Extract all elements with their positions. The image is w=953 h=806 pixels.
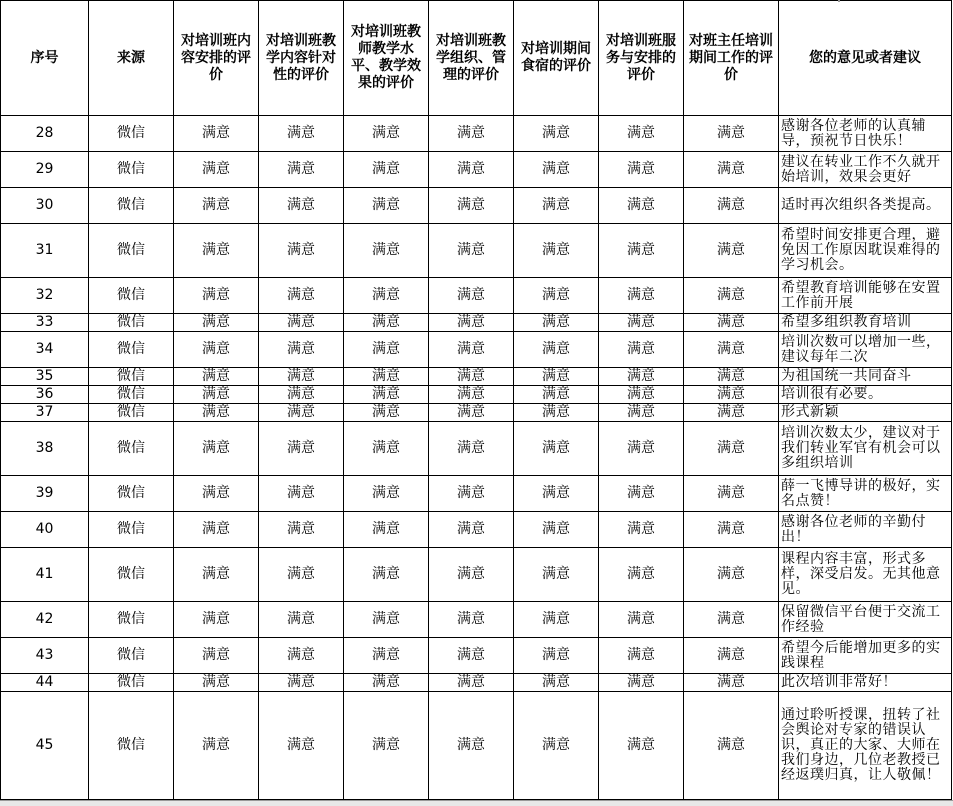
rating-cell[interactable]: 满意 <box>259 368 344 386</box>
rating-cell[interactable]: 满意 <box>514 152 599 188</box>
rating-cell[interactable]: 满意 <box>684 638 779 674</box>
suggestion-cell[interactable]: 适时再次组织各类提高。 <box>779 188 952 224</box>
rating-cell[interactable]: 满意 <box>344 548 429 602</box>
source-cell[interactable]: 微信 <box>89 188 174 224</box>
rating-cell[interactable]: 满意 <box>599 404 684 422</box>
rating-cell[interactable]: 满意 <box>429 638 514 674</box>
row-number-cell[interactable]: 33 <box>1 314 89 332</box>
rating-cell[interactable]: 满意 <box>684 386 779 404</box>
rating-cell[interactable]: 满意 <box>174 386 259 404</box>
header-cell[interactable]: 对培训班服务与安排的评价 <box>599 1 684 116</box>
source-cell[interactable]: 微信 <box>89 152 174 188</box>
rating-cell[interactable]: 满意 <box>684 368 779 386</box>
rating-cell[interactable]: 满意 <box>174 548 259 602</box>
header-row <box>1 1 952 116</box>
rating-cell[interactable]: 满意 <box>599 476 684 512</box>
rating-cell[interactable]: 满意 <box>174 188 259 224</box>
row-number-cell[interactable]: 38 <box>1 422 89 476</box>
table-row <box>1 692 952 800</box>
table-row <box>1 602 952 638</box>
table-row <box>1 404 952 422</box>
rating-cell[interactable]: 满意 <box>514 188 599 224</box>
rating-cell[interactable]: 满意 <box>174 512 259 548</box>
header-cell[interactable]: 对培训班教师教学水平、教学效果的评价 <box>344 1 429 116</box>
rating-cell[interactable]: 满意 <box>259 422 344 476</box>
rating-cell[interactable]: 满意 <box>259 152 344 188</box>
rating-cell[interactable]: 满意 <box>344 404 429 422</box>
table-row <box>1 116 952 152</box>
rating-cell[interactable]: 满意 <box>599 548 684 602</box>
source-cell[interactable]: 微信 <box>89 278 174 314</box>
rating-cell[interactable]: 满意 <box>429 692 514 800</box>
suggestion-cell[interactable]: 培训次数太少，建议对于我们转业军官有机会可以多组织培训 <box>779 422 952 476</box>
rating-cell[interactable]: 满意 <box>429 674 514 692</box>
sheet-edge-marker <box>838 0 840 2</box>
rating-cell[interactable]: 满意 <box>174 332 259 368</box>
rating-cell[interactable]: 满意 <box>599 422 684 476</box>
rating-cell[interactable]: 满意 <box>599 332 684 368</box>
row-number-cell[interactable]: 29 <box>1 152 89 188</box>
rating-cell[interactable]: 满意 <box>514 314 599 332</box>
row-number-cell[interactable]: 30 <box>1 188 89 224</box>
table-row <box>1 278 952 314</box>
suggestion-cell[interactable]: 通过聆听授课，扭转了社会舆论对专家的错误认识，真正的大家、大师在我们身边，几位老教授已经返璞归真，让人敬佩！ <box>779 692 952 800</box>
row-number-cell[interactable]: 42 <box>1 602 89 638</box>
rating-cell[interactable]: 满意 <box>259 188 344 224</box>
rating-cell[interactable]: 满意 <box>259 602 344 638</box>
rating-cell[interactable]: 满意 <box>259 548 344 602</box>
rating-cell[interactable]: 满意 <box>174 116 259 152</box>
rating-cell[interactable]: 满意 <box>174 602 259 638</box>
rating-cell[interactable]: 满意 <box>259 476 344 512</box>
row-number-cell[interactable]: 32 <box>1 278 89 314</box>
rating-cell[interactable]: 满意 <box>514 332 599 368</box>
suggestion-cell[interactable]: 保留微信平台便于交流工作经验 <box>779 602 952 638</box>
rating-cell[interactable]: 满意 <box>684 512 779 548</box>
rating-cell[interactable]: 满意 <box>174 152 259 188</box>
rating-cell[interactable]: 满意 <box>599 314 684 332</box>
table-row <box>1 638 952 674</box>
rating-cell[interactable]: 满意 <box>514 602 599 638</box>
rating-cell[interactable]: 满意 <box>344 638 429 674</box>
rating-cell[interactable]: 满意 <box>684 422 779 476</box>
rating-cell[interactable]: 满意 <box>514 512 599 548</box>
rating-cell[interactable]: 满意 <box>429 602 514 638</box>
header-cell[interactable]: 对培训班教学内容针对性的评价 <box>259 1 344 116</box>
rating-cell[interactable]: 满意 <box>174 278 259 314</box>
rating-cell[interactable]: 满意 <box>344 116 429 152</box>
table-row <box>1 476 952 512</box>
rating-cell[interactable]: 满意 <box>429 188 514 224</box>
source-cell[interactable]: 微信 <box>89 638 174 674</box>
suggestion-cell[interactable]: 希望多组织教育培训 <box>779 314 952 332</box>
rating-cell[interactable]: 满意 <box>429 476 514 512</box>
rating-cell[interactable]: 满意 <box>174 314 259 332</box>
rating-cell[interactable]: 满意 <box>259 332 344 368</box>
rating-cell[interactable]: 满意 <box>344 188 429 224</box>
row-number-cell[interactable]: 40 <box>1 512 89 548</box>
source-cell[interactable]: 微信 <box>89 224 174 278</box>
source-cell[interactable]: 微信 <box>89 116 174 152</box>
rating-cell[interactable]: 满意 <box>259 404 344 422</box>
rating-cell[interactable]: 满意 <box>684 692 779 800</box>
suggestion-cell[interactable]: 希望时间安排更合理，避免因工作原因耽误难得的学习机会。 <box>779 224 952 278</box>
rating-cell[interactable]: 满意 <box>344 332 429 368</box>
row-number-cell[interactable]: 41 <box>1 548 89 602</box>
table-row <box>1 314 952 332</box>
source-cell[interactable]: 微信 <box>89 422 174 476</box>
rating-cell[interactable]: 满意 <box>429 422 514 476</box>
table-row <box>1 332 952 368</box>
table-row <box>1 152 952 188</box>
suggestion-cell[interactable]: 薛一飞博导讲的极好，实名点赞！ <box>779 476 952 512</box>
suggestion-cell[interactable]: 建议在转业工作不久就开始培训，效果会更好 <box>779 152 952 188</box>
table-row <box>1 422 952 476</box>
rating-cell[interactable]: 满意 <box>174 224 259 278</box>
header-cell[interactable]: 对培训期间食宿的评价 <box>514 1 599 116</box>
rating-cell[interactable]: 满意 <box>599 638 684 674</box>
rating-cell[interactable]: 满意 <box>259 512 344 548</box>
rating-cell[interactable]: 满意 <box>599 224 684 278</box>
rating-cell[interactable]: 满意 <box>684 602 779 638</box>
suggestion-cell[interactable]: 希望教育培训能够在安置工作前开展 <box>779 278 952 314</box>
rating-cell[interactable]: 满意 <box>599 512 684 548</box>
sheet-tab-bar[interactable] <box>0 800 953 806</box>
rating-cell[interactable]: 满意 <box>599 188 684 224</box>
suggestion-cell[interactable]: 为祖国统一共同奋斗 <box>779 368 952 386</box>
source-cell[interactable]: 微信 <box>89 602 174 638</box>
rating-cell[interactable]: 满意 <box>174 476 259 512</box>
rating-cell[interactable]: 满意 <box>514 368 599 386</box>
rating-cell[interactable]: 满意 <box>344 602 429 638</box>
suggestion-cell[interactable]: 希望今后能增加更多的实践课程 <box>779 638 952 674</box>
row-number-cell[interactable]: 36 <box>1 386 89 404</box>
rating-cell[interactable]: 满意 <box>429 278 514 314</box>
rating-cell[interactable]: 满意 <box>684 152 779 188</box>
rating-cell[interactable]: 满意 <box>259 116 344 152</box>
table-row <box>1 368 952 386</box>
rating-cell[interactable]: 满意 <box>259 386 344 404</box>
rating-cell[interactable]: 满意 <box>514 548 599 602</box>
header-cell[interactable]: 来源 <box>89 1 174 116</box>
rating-cell[interactable]: 满意 <box>684 404 779 422</box>
rating-cell[interactable]: 满意 <box>429 368 514 386</box>
rating-cell[interactable]: 满意 <box>514 116 599 152</box>
row-number-cell[interactable]: 44 <box>1 674 89 692</box>
rating-cell[interactable]: 满意 <box>344 278 429 314</box>
source-cell[interactable]: 微信 <box>89 548 174 602</box>
header-cell[interactable]: 您的意见或者建议 <box>779 1 952 116</box>
row-number-cell[interactable]: 35 <box>1 368 89 386</box>
rating-cell[interactable]: 满意 <box>684 116 779 152</box>
table-row <box>1 386 952 404</box>
source-cell[interactable]: 微信 <box>89 476 174 512</box>
suggestion-cell[interactable]: 形式新颖 <box>779 404 952 422</box>
header-cell[interactable]: 对培训班内容安排的评价 <box>174 1 259 116</box>
table-row <box>1 548 952 602</box>
row-number-cell[interactable]: 34 <box>1 332 89 368</box>
rating-cell[interactable]: 满意 <box>344 152 429 188</box>
header-cell[interactable]: 对培训班教学组织、管理的评价 <box>429 1 514 116</box>
rating-cell[interactable]: 满意 <box>429 224 514 278</box>
rating-cell[interactable]: 满意 <box>259 314 344 332</box>
rating-cell[interactable]: 满意 <box>259 224 344 278</box>
rating-cell[interactable]: 满意 <box>599 692 684 800</box>
rating-cell[interactable]: 满意 <box>684 278 779 314</box>
rating-cell[interactable]: 满意 <box>259 278 344 314</box>
rating-cell[interactable]: 满意 <box>429 386 514 404</box>
rating-cell[interactable]: 满意 <box>514 692 599 800</box>
header-cell[interactable]: 序号 <box>1 1 89 116</box>
rating-cell[interactable]: 满意 <box>429 404 514 422</box>
rating-cell[interactable]: 满意 <box>429 548 514 602</box>
rating-cell[interactable]: 满意 <box>599 602 684 638</box>
rating-cell[interactable]: 满意 <box>429 152 514 188</box>
rating-cell[interactable]: 满意 <box>599 278 684 314</box>
table-row <box>1 512 952 548</box>
rating-cell[interactable]: 满意 <box>599 152 684 188</box>
rating-cell[interactable]: 满意 <box>514 224 599 278</box>
source-cell[interactable]: 微信 <box>89 512 174 548</box>
rating-cell[interactable]: 满意 <box>684 674 779 692</box>
rating-cell[interactable]: 满意 <box>684 188 779 224</box>
rating-cell[interactable]: 满意 <box>684 548 779 602</box>
rating-cell[interactable]: 满意 <box>174 674 259 692</box>
rating-cell[interactable]: 满意 <box>514 386 599 404</box>
source-cell[interactable]: 微信 <box>89 674 174 692</box>
rating-cell[interactable]: 满意 <box>599 116 684 152</box>
rating-cell[interactable]: 满意 <box>344 368 429 386</box>
source-cell[interactable]: 微信 <box>89 314 174 332</box>
rating-cell[interactable]: 满意 <box>684 314 779 332</box>
row-number-cell[interactable]: 39 <box>1 476 89 512</box>
rating-cell[interactable]: 满意 <box>344 512 429 548</box>
rating-cell[interactable]: 满意 <box>599 674 684 692</box>
rating-cell[interactable]: 满意 <box>174 692 259 800</box>
rating-cell[interactable]: 满意 <box>514 404 599 422</box>
rating-cell[interactable]: 满意 <box>344 476 429 512</box>
row-number-cell[interactable]: 45 <box>1 692 89 800</box>
source-cell[interactable]: 微信 <box>89 332 174 368</box>
table-row <box>1 224 952 278</box>
row-number-cell[interactable]: 31 <box>1 224 89 278</box>
rating-cell[interactable]: 满意 <box>174 404 259 422</box>
rating-cell[interactable]: 满意 <box>174 638 259 674</box>
row-number-cell[interactable]: 37 <box>1 404 89 422</box>
rating-cell[interactable]: 满意 <box>344 224 429 278</box>
rating-cell[interactable]: 满意 <box>344 674 429 692</box>
rating-cell[interactable]: 满意 <box>429 512 514 548</box>
rating-cell[interactable]: 满意 <box>259 638 344 674</box>
suggestion-cell[interactable]: 此次培训非常好！ <box>779 674 952 692</box>
suggestion-cell[interactable]: 课程内容丰富，形式多样，深受启发。无其他意见。 <box>779 548 952 602</box>
rating-cell[interactable]: 满意 <box>429 332 514 368</box>
source-cell[interactable]: 微信 <box>89 692 174 800</box>
suggestion-cell[interactable]: 培训很有必要。 <box>779 386 952 404</box>
rating-cell[interactable]: 满意 <box>174 422 259 476</box>
source-cell[interactable]: 微信 <box>89 404 174 422</box>
header-cell[interactable]: 对班主任培训期间工作的评价 <box>684 1 779 116</box>
rating-cell[interactable]: 满意 <box>344 422 429 476</box>
table-row <box>1 674 952 692</box>
rating-cell[interactable]: 满意 <box>684 476 779 512</box>
row-number-cell[interactable]: 43 <box>1 638 89 674</box>
rating-cell[interactable]: 满意 <box>429 314 514 332</box>
rating-cell[interactable]: 满意 <box>514 422 599 476</box>
rating-cell[interactable]: 满意 <box>514 638 599 674</box>
rating-cell[interactable]: 满意 <box>514 476 599 512</box>
rating-cell[interactable]: 满意 <box>514 674 599 692</box>
source-cell[interactable]: 微信 <box>89 368 174 386</box>
rating-cell[interactable]: 满意 <box>344 386 429 404</box>
rating-cell[interactable]: 满意 <box>174 368 259 386</box>
row-number-cell[interactable]: 28 <box>1 116 89 152</box>
rating-cell[interactable]: 满意 <box>514 278 599 314</box>
rating-cell[interactable]: 满意 <box>429 116 514 152</box>
rating-cell[interactable]: 满意 <box>344 692 429 800</box>
suggestion-cell[interactable]: 感谢各位老师的认真辅导，预祝节日快乐！ <box>779 116 952 152</box>
rating-cell[interactable]: 满意 <box>599 386 684 404</box>
source-cell[interactable]: 微信 <box>89 386 174 404</box>
rating-cell[interactable]: 满意 <box>344 314 429 332</box>
rating-cell[interactable]: 满意 <box>259 674 344 692</box>
suggestion-cell[interactable]: 培训次数可以增加一些，建议每年二次 <box>779 332 952 368</box>
rating-cell[interactable]: 满意 <box>599 368 684 386</box>
table-row <box>1 188 952 224</box>
rating-cell[interactable]: 满意 <box>259 692 344 800</box>
rating-cell[interactable]: 满意 <box>684 332 779 368</box>
rating-cell[interactable]: 满意 <box>684 224 779 278</box>
suggestion-cell[interactable]: 感谢各位老师的辛勤付出！ <box>779 512 952 548</box>
